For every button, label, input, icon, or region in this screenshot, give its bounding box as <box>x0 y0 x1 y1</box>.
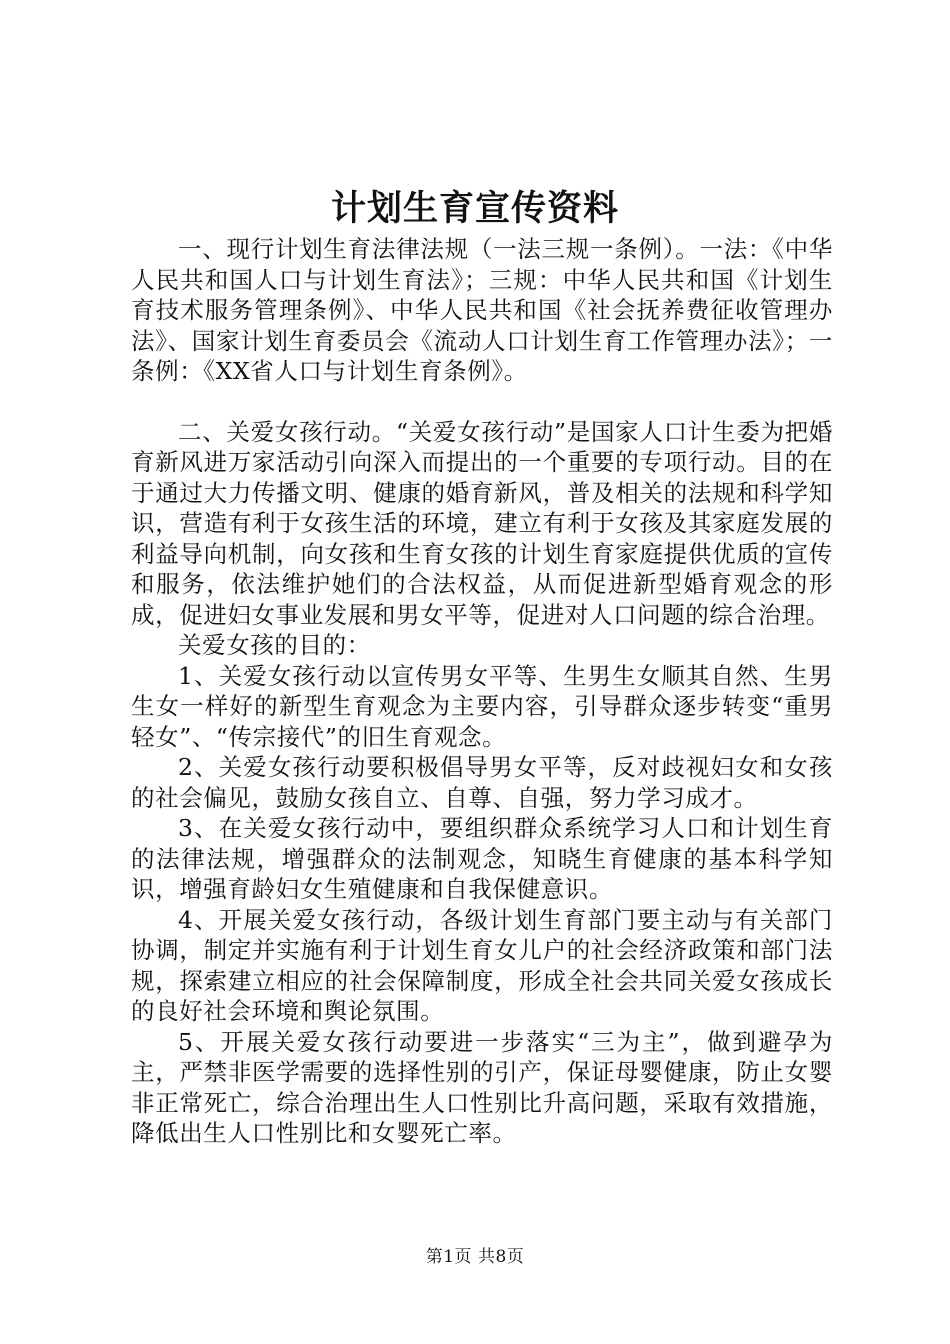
paragraph-item-5: 5、开展关爱女孩行动要进一步落实“三为主”，做到避孕为主，严禁非医学需要的选择性别的引产，保证母婴健康，防止女婴非正常死亡，综合治理出生人口性别比升高问题，采取有效措施，降低出生人口性别比和女婴死亡率。 <box>131 1027 833 1147</box>
document-body <box>131 234 833 1149</box>
document-title: 计划生育宣传资料 <box>330 188 619 229</box>
paragraph-care-girls-action: 二、关爱女孩行动。“关爱女孩行动”是国家人口计生委为把婚育新风进万家活动引向深入而提出的一个重要的专项行动。目的在于通过大力传播文明、健康的婚育新风，普及相关的法规和科学知识，营造有利于女孩生活的环境，建立有利于女孩及其家庭发展的利益导向机制，向女孩和生育女孩的计划生育家庭提供优质的宣传和服务，依法维护她们的合法权益，从而促进新型婚育观念的形成，促进妇女事业发展和男女平等，促进对人口问题的综合治理。 <box>131 417 833 629</box>
page-number-footer: 第1页 共8页 <box>425 1247 525 1267</box>
paragraph-item-4: 4、开展关爱女孩行动，各级计划生育部门要主动与有关部门协调，制定并实施有利于计划生育女儿户的社会经济政策和部门法规，探索建立相应的社会保障制度，形成全社会共同关爱女孩成长的良好社会环境和舆论氛围。 <box>131 905 833 1025</box>
paragraph-item-2: 2、关爱女孩行动要积极倡导男女平等，反对歧视妇女和女孩的社会偏见，鼓励女孩自立、自尊、自强，努力学习成才。 <box>131 753 833 812</box>
paragraph-item-3: 3、在关爱女孩行动中，要组织群众系统学习人口和计划生育的法律法规，增强群众的法制观念，知晓生育健康的基本科学知识，增强育龄妇女生殖健康和自我保健意识。 <box>131 814 833 903</box>
paragraph-item-1: 1、关爱女孩行动以宣传男女平等、生男生女顺其自然、生男生女一样好的新型生育观念为主要内容，引导群众逐步转变“重男轻女”、“传宗接代”的旧生育观念。 <box>131 661 833 751</box>
paragraph-purpose-heading: 关爱女孩的目的： <box>178 631 371 659</box>
paragraph-laws: 一、现行计划生育法律法规（一法三规一条例）。一法：《中华人民共和国人口与计划生育法》；三规：中华人民共和国《计划生育技术服务管理条例》、中华人民共和国《社会抚养费征收管理办法》、国家计划生育委员会《流动人口计划生育工作管理办法》；一条例：《XX省人口与计划生育条例》。 <box>131 235 833 385</box>
